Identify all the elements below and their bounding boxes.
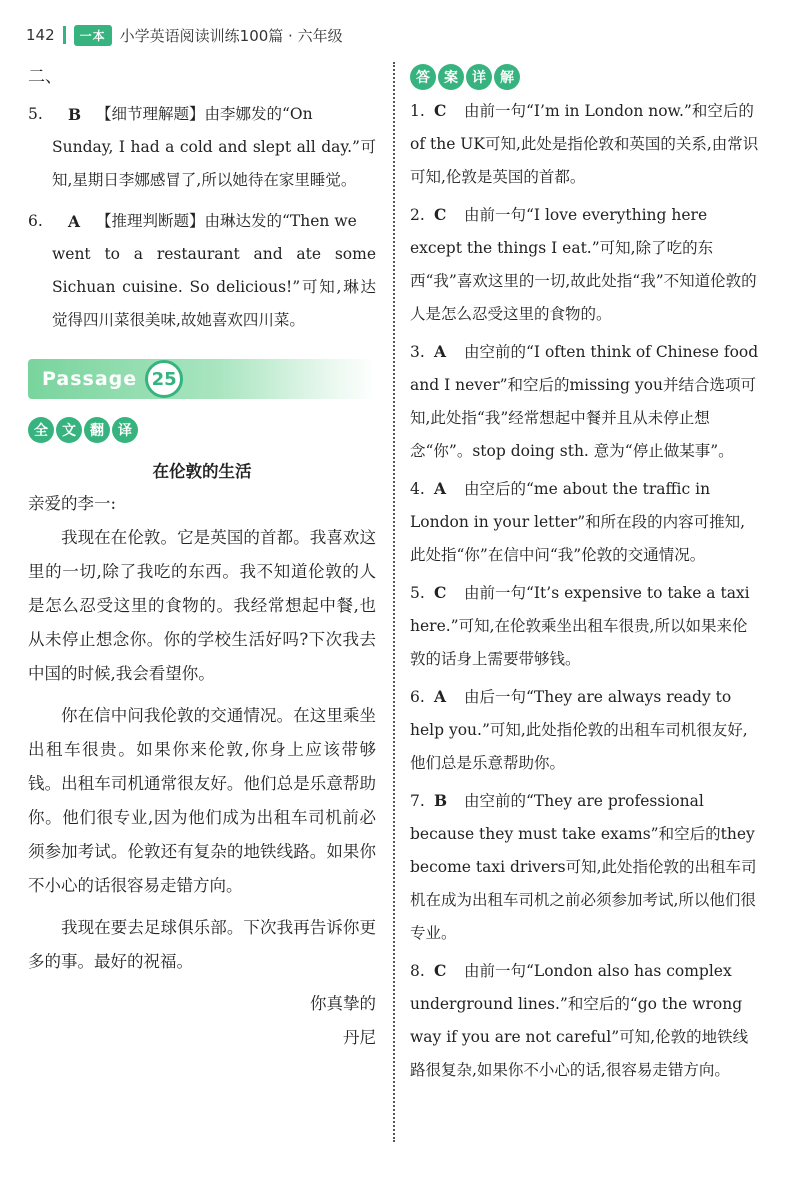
page-number: 142 <box>26 26 55 44</box>
translation-title: 在伦敦的生活 <box>152 462 252 481</box>
label-char: 案 <box>438 64 464 90</box>
translation-greeting: 亲爱的李一: <box>28 494 117 513</box>
left-column <box>28 62 376 1055</box>
answer-number: 5. <box>28 105 43 123</box>
book-title: 小学英语阅读训练100篇 · 六年级 <box>119 26 343 45</box>
answer-item <box>410 954 760 1087</box>
answer-number: 6. <box>410 688 425 706</box>
answer-text-continued: went to a restaurant and ate some Sichuan cuisine. So delicious!”可知,琳达觉得四川菜很美味,故她喜欢四川菜。 <box>52 245 376 329</box>
passage-number-badge: 25 <box>145 360 183 398</box>
answer-text: 由空前的“They are professional because they must take exams”和空后的they become taxi drivers可知,此处指伦敦的出租车司机在成为出租车司机之前必须参加考试,所以他们很专业。 <box>410 792 757 942</box>
answer-item <box>410 472 760 572</box>
answer-key: C <box>434 101 447 120</box>
answer-key: A <box>434 687 447 706</box>
header-divider <box>63 26 66 44</box>
answer-number: 1. <box>410 102 425 120</box>
answer-key: A <box>68 212 81 231</box>
answer-item <box>410 335 760 468</box>
answer-item <box>28 98 376 197</box>
column-divider <box>393 62 395 1142</box>
answer-text: 【细节理解题】由李娜发的“On <box>96 105 313 123</box>
answer-key: C <box>434 961 447 980</box>
answer-key: A <box>434 342 447 361</box>
passage-banner <box>28 359 376 399</box>
answer-key: C <box>434 205 447 224</box>
answer-key: C <box>434 583 447 602</box>
answer-text: 由前一句“It’s expensive to take a taxi here.”可知,在伦敦乘坐出租车很贵,所以如果来伦敦的话身上需要带够钱。 <box>410 584 750 668</box>
label-char: 译 <box>112 417 138 443</box>
answer-key: B <box>68 105 82 124</box>
translation-paragraph: 我现在要去足球俱乐部。下次我再告诉你更多的事。最好的祝福。 <box>28 918 376 971</box>
answer-number: 2. <box>410 206 425 224</box>
label-char: 详 <box>466 64 492 90</box>
translation-paragraph: 我现在在伦敦。它是英国的首都。我喜欢这里的一切,除了我吃的东西。我不知道伦敦的人是怎么忍受这里的食物的。我经常想起中餐,也从未停止想念你。你的学校生活好吗?下次我去中国的时候,我会看望你。 <box>28 528 376 683</box>
answer-number: 8. <box>410 962 425 980</box>
label-char: 全 <box>28 417 54 443</box>
answer-number: 6. <box>28 212 43 230</box>
answer-section-label <box>410 64 520 90</box>
answer-number: 3. <box>410 343 425 361</box>
label-char: 翻 <box>84 417 110 443</box>
answer-item <box>410 784 760 950</box>
brand-logo: 一本 <box>74 25 112 46</box>
page-header <box>26 22 343 48</box>
answer-item <box>410 576 760 676</box>
answer-item <box>410 94 760 194</box>
section-mark: 二、 <box>28 67 62 87</box>
answer-number: 5. <box>410 584 425 602</box>
answer-item <box>410 680 760 780</box>
label-char: 文 <box>56 417 82 443</box>
passage-label: Passage <box>42 368 138 390</box>
right-column <box>410 62 760 1087</box>
label-char: 解 <box>494 64 520 90</box>
answer-text-continued: Sunday, I had a cold and slept all day.”可知,星期日李娜感冒了,所以她待在家里睡觉。 <box>52 138 376 189</box>
translation-paragraph: 你在信中问我伦敦的交通情况。在这里乘坐出租车很贵。如果你来伦敦,你身上应该带够钱。出租车司机通常很友好。他们总是乐意帮助你。他们很专业,因为他们成为出租车司机前必须参加考试。伦敦还有复杂的地铁线路。如果你不小心的话很容易走错方向。 <box>28 706 376 895</box>
answer-number: 4. <box>410 480 425 498</box>
answer-text: 由前一句“I love everything here except the things I eat.”可知,除了吃的东西“我”喜欢这里的一切,故此处指“我”不知道伦敦的人是怎么忍受这里的食物的。 <box>410 206 757 323</box>
answer-number: 7. <box>410 792 425 810</box>
answer-text: 由空前的“I often think of Chinese food and I never”和空后的missing you并结合选项可知,此处指“我”经常想起中餐并且从未停止想念“你”。stop doing sth. 意为“停止做某事”。 <box>410 343 759 460</box>
answer-text: 由空后的“me about the traffic in London in your letter”和所在段的内容可推知,此处指“你”在信中问“我”伦敦的交通情况。 <box>410 480 746 564</box>
answer-key: A <box>434 479 447 498</box>
answer-text: 由前一句“I’m in London now.”和空后的of the UK可知,此处是指伦敦和英国的关系,由常识可知,伦敦是英国的首都。 <box>410 102 759 186</box>
label-char: 答 <box>410 64 436 90</box>
translation-section-label <box>28 417 138 443</box>
answer-item <box>410 198 760 331</box>
translation-signature: 丹尼 <box>343 1028 376 1047</box>
answer-text: 【推理判断题】由琳达发的“Then we <box>96 212 357 230</box>
answer-item <box>28 205 376 337</box>
answer-text: 由前一句“London also has complex underground lines.”和空后的“go the wrong way if you are not careful”可知,伦敦的地铁线路很复杂,如果你不小心的话,很容易走错方向。 <box>410 962 749 1079</box>
answer-key: B <box>434 791 448 810</box>
answer-text: 由后一句“They are always ready to help you.”可知,此处指伦敦的出租车司机很友好,他们总是乐意帮助你。 <box>410 688 748 772</box>
translation-closing: 你真挚的 <box>310 994 376 1013</box>
